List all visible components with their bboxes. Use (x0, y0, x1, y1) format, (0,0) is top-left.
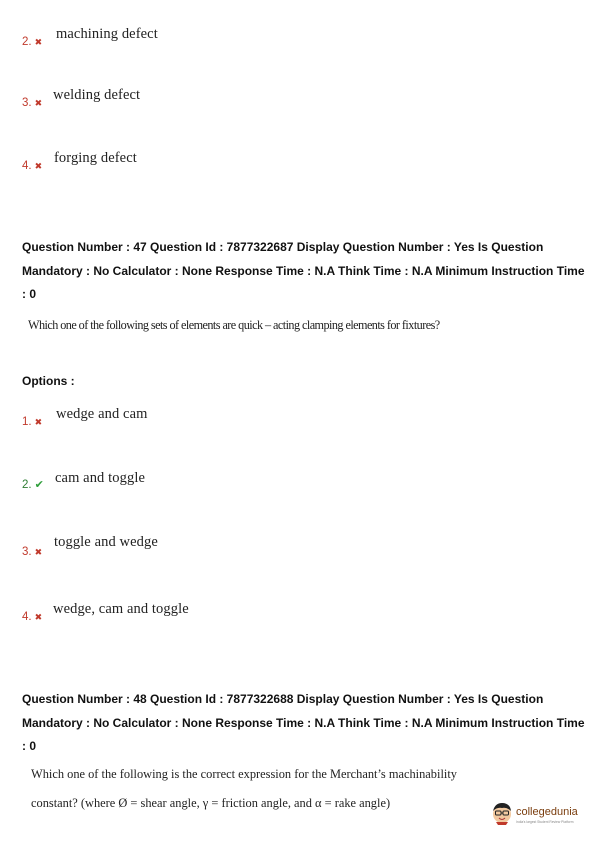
option-number: 1. ✖ (22, 416, 43, 428)
question-text-line2: constant? (where Ø = shear angle, γ = friction angle, and α = rake angle) (31, 796, 391, 810)
cross-icon: ✖ (34, 612, 43, 622)
option-number: 2. ✔ (22, 479, 44, 491)
question-meta: Question Number : 47 Question Id : 7877322687 Display Question Number : Yes Is Question Mandatory : No Calculator : None Response Time : N.A Think Time : N.A Minimum Instruction Time : 0 (22, 240, 585, 301)
question-text-line1: Which one of the following is the correct expression for the Merchant’s machinability (31, 767, 457, 781)
cross-icon: ✖ (34, 98, 43, 108)
cross-icon: ✖ (34, 37, 43, 47)
option-text: forging defect (54, 150, 137, 166)
cross-icon: ✖ (34, 417, 43, 427)
logo-tagline: India's largest Student Review Platform (516, 819, 574, 824)
question-text: Which one of the following sets of elements are quick – acting clamping elements for fixtures? (28, 318, 440, 332)
option-number: 2. ✖ (22, 36, 43, 48)
option-text: wedge, cam and toggle (53, 601, 189, 617)
option-number: 3. ✖ (22, 97, 43, 109)
option-number: 3. ✖ (22, 546, 43, 558)
check-icon: ✔ (34, 479, 44, 491)
option-text: cam and toggle (55, 470, 145, 486)
logo-text: collegedunia (516, 805, 578, 818)
cross-icon: ✖ (34, 547, 43, 557)
collegedunia-logo (491, 801, 578, 825)
options-label: Options : (22, 374, 75, 388)
question-meta: Question Number : 48 Question Id : 7877322688 Display Question Number : Yes Is Question Mandatory : No Calculator : None Response Time : N.A Think Time : N.A Minimum Instruction Time : 0 (22, 692, 585, 753)
option-number: 4. ✖ (22, 160, 43, 172)
option-text: toggle and wedge (54, 534, 158, 550)
option-text: welding defect (53, 87, 141, 103)
mascot-icon (491, 801, 513, 825)
option-text: machining defect (56, 26, 158, 42)
cross-icon: ✖ (34, 161, 43, 171)
option-text: wedge and cam (56, 406, 148, 422)
option-number: 4. ✖ (22, 611, 43, 623)
